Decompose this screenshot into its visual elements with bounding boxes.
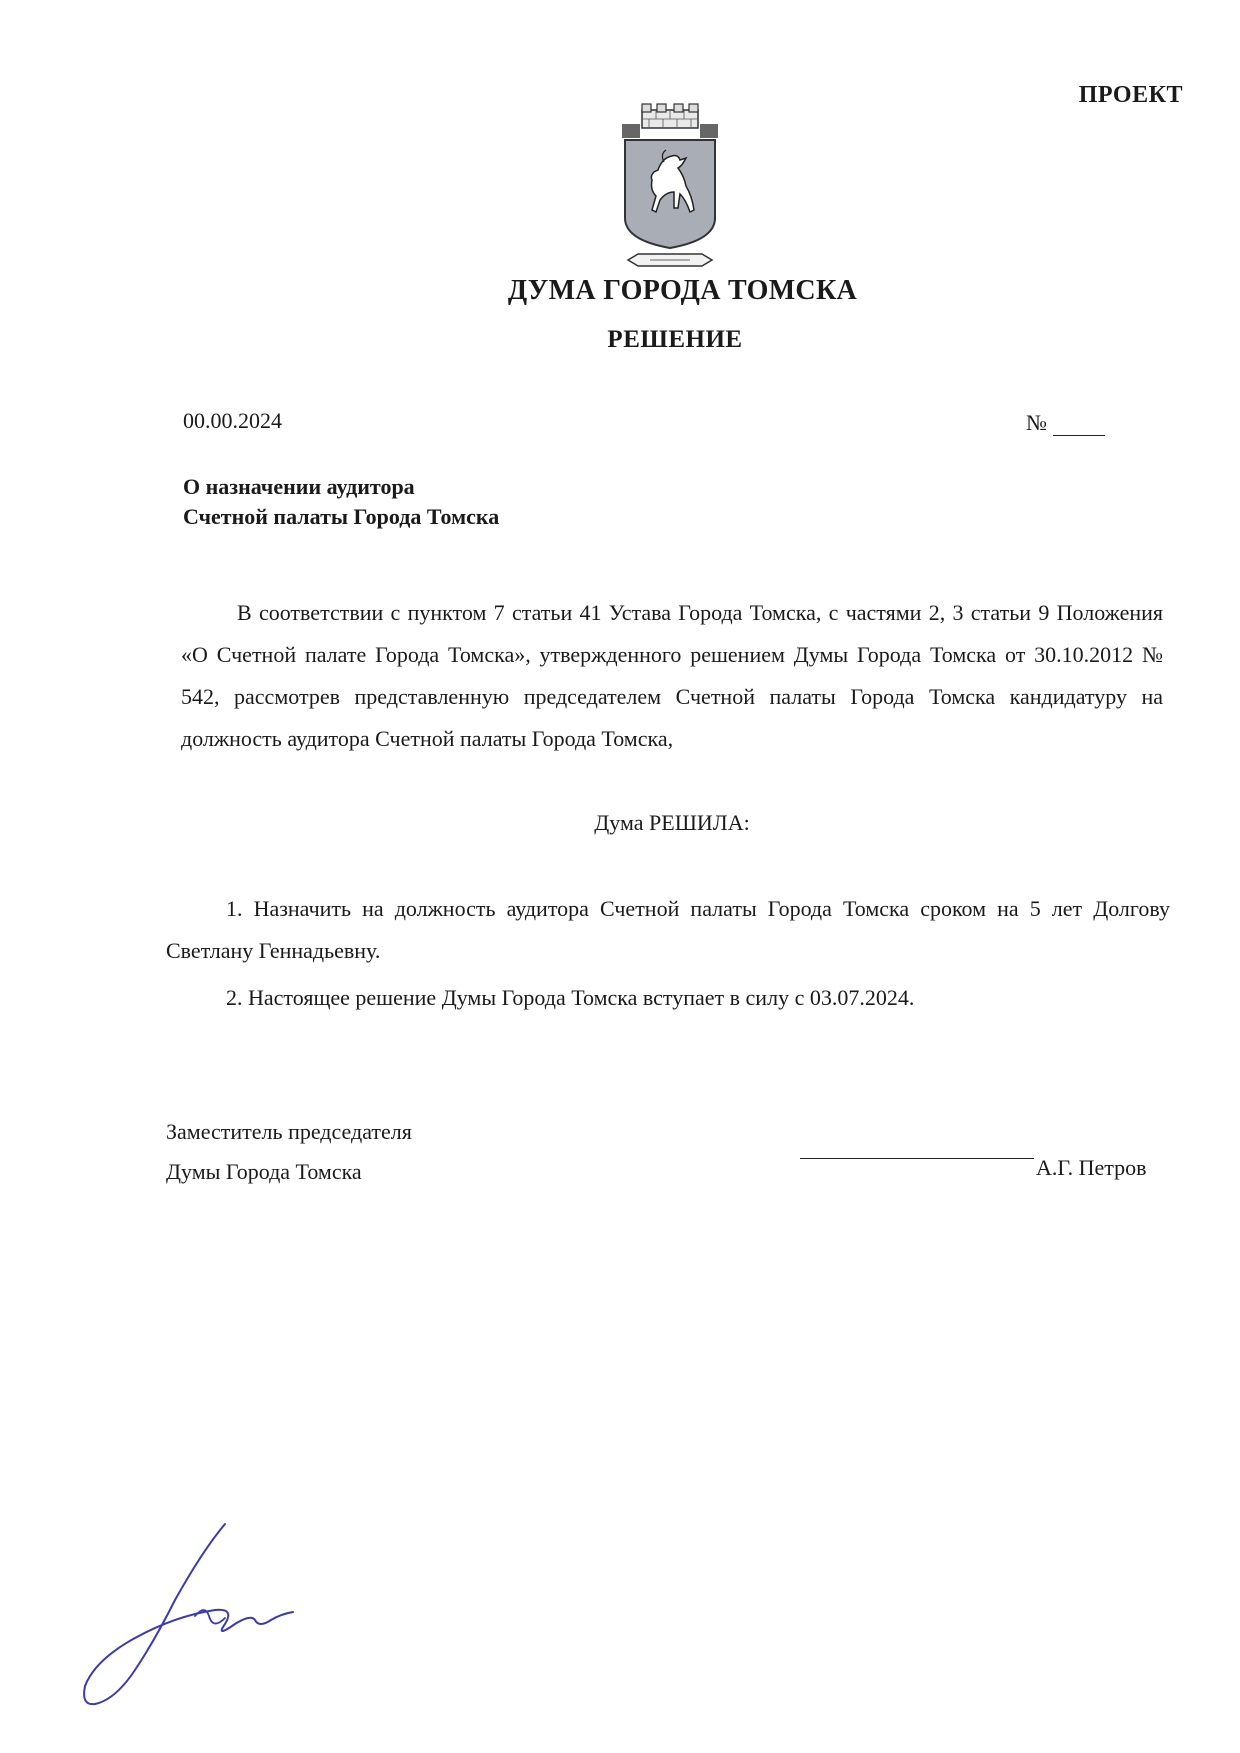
document-number-blank: [1053, 417, 1105, 436]
document-type: РЕШЕНИЕ: [607, 326, 743, 353]
document-number: [1026, 410, 1105, 436]
resolve-heading: Дума РЕШИЛА:: [594, 810, 750, 835]
signatory-name: А.Г. Петров: [1036, 1155, 1147, 1180]
signatory-title-line-2: Думы Города Томска: [166, 1159, 362, 1184]
document-subject: [183, 472, 499, 532]
organization-title: ДУМА ГОРОДА ТОМСКА: [507, 275, 858, 306]
decision-item: 1. Назначить на должность аудитора Счетной палаты Города Томска сроком на 5 лет Долгову Светлану Геннадьевну.: [166, 896, 1170, 963]
signatory-title-line-1: Заместитель председателя: [166, 1119, 412, 1144]
signatory-title: [166, 1112, 412, 1192]
signature-line: [800, 1158, 1034, 1159]
preamble-paragraph: В соответствии с пунктом 7 статьи 41 Устава Города Томска, с частями 2, 3 статьи 9 Положения «О Счетной палате Города Томска», утвержденного решением Думы Города Томска от 30.10.2012 № 542, рассмотрев представленную председателем Счетной палаты Города Томска кандидатуру на должность аудитора Счетной палаты Города Томска,: [181, 600, 1163, 751]
subject-line-2: Счетной палаты Города Томска: [183, 504, 500, 529]
document-number-label: №: [1026, 410, 1047, 435]
subject-line-1: О назначении аудитора: [183, 474, 415, 499]
document-date: 00.00.2024: [183, 408, 282, 433]
handwritten-signature: [75, 1520, 295, 1710]
decision-item: 2. Настоящее решение Думы Города Томска вступает в силу с 03.07.2024.: [226, 985, 915, 1010]
tomsk-coat-of-arms-icon: [620, 100, 720, 278]
draft-stamp: ПРОЕКТ: [1078, 82, 1183, 108]
